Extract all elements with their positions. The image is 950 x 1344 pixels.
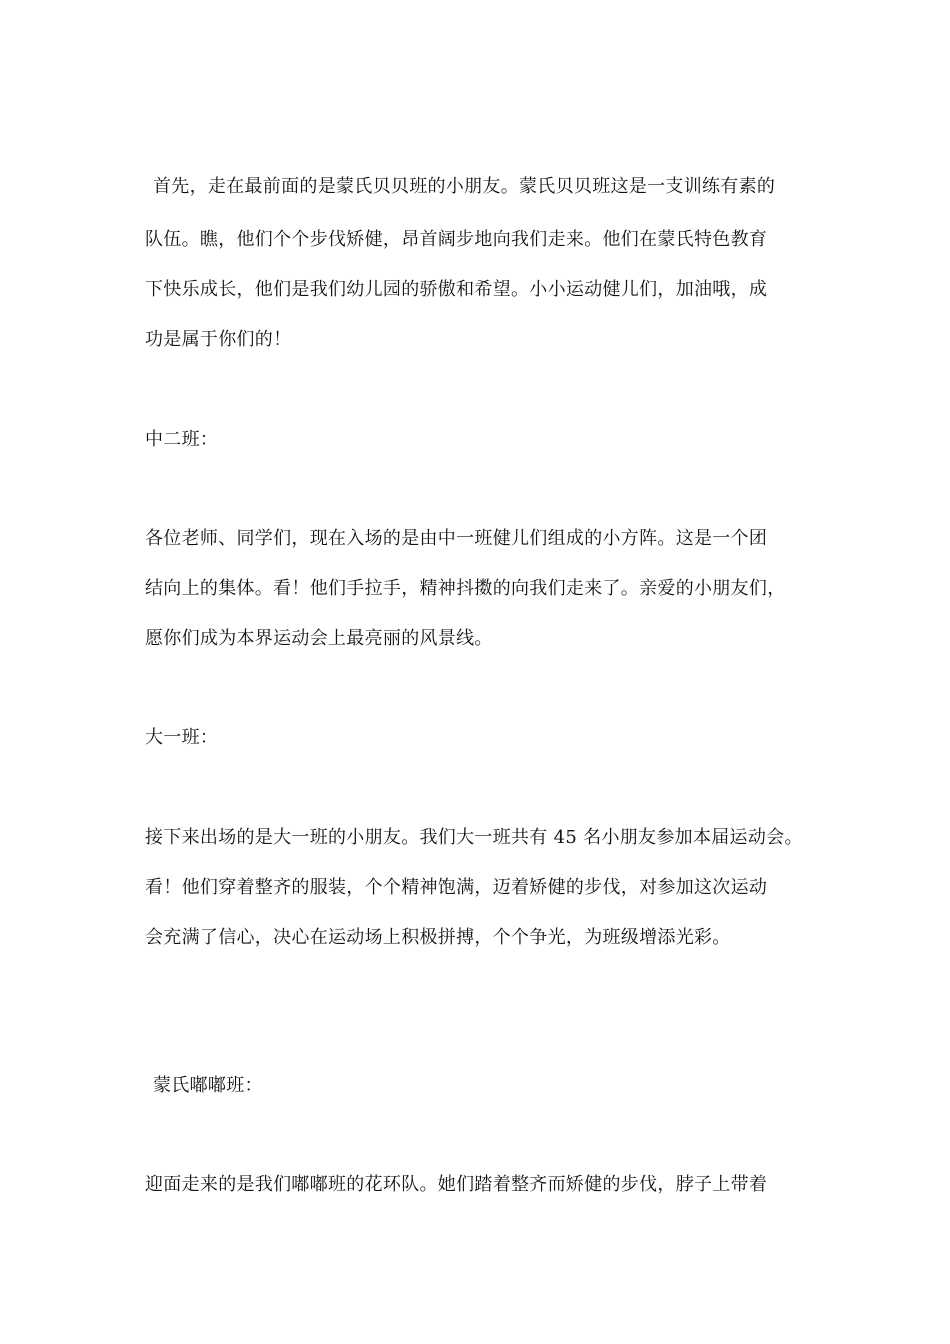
section-heading-zhong-er: 中二班：: [145, 429, 219, 450]
section-heading-da-yi: 大一班：: [145, 727, 219, 748]
text-line: 看！他们穿着整齐的服装，个个精神饱满，迈着矫健的步伐，对参加这次运动: [145, 877, 768, 898]
text-line: 功是属于你们的！: [145, 329, 292, 350]
section-heading-dudu: 蒙氏嘟嘟班：: [153, 1075, 263, 1096]
text-line: 各位老师、同学们，现在入场的是由中一班健儿们组成的小方阵。这是一个团: [145, 528, 768, 549]
text-line: 首先，走在最前面的是蒙氏贝贝班的小朋友。蒙氏贝贝班这是一支训练有素的: [153, 176, 776, 197]
text-line: 队伍。瞧，他们个个步伐矫健，昂首阔步地向我们走来。他们在蒙氏特色教育: [145, 229, 768, 250]
text-line: 迎面走来的是我们嘟嘟班的花环队。她们踏着整齐而矫健的步伐，脖子上带着: [145, 1174, 768, 1195]
text-line: 下快乐成长，他们是我们幼儿园的骄傲和希望。小小运动健儿们，加油哦，成: [145, 279, 768, 300]
text-line: 会充满了信心，决心在运动场上积极拼搏，个个争光，为班级增添光彩。: [145, 927, 731, 948]
text-line: 接下来出场的是大一班的小朋友。我们大一班共有 45 名小朋友参加本届运动会。: [145, 827, 803, 848]
text-line: 结向上的集体。看！他们手拉手，精神抖擞的向我们走来了。亲爱的小朋友们，: [145, 578, 786, 599]
text-line: 愿你们成为本界运动会上最亮丽的风景线。: [145, 628, 493, 649]
